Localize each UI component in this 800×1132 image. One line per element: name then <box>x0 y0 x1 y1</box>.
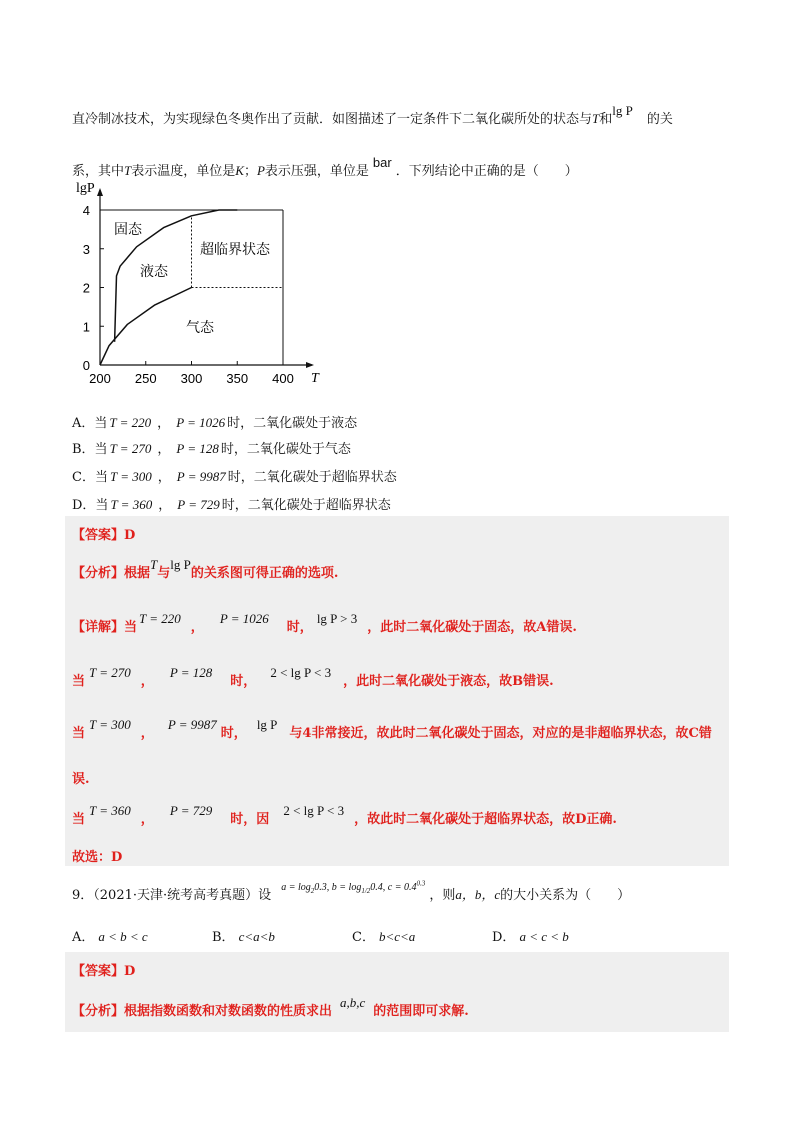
x-tick-label: 200 <box>89 371 111 386</box>
detail-1: 【详解】当T = 220，P = 1026时，lg P > 3，此时二氧化碳处于固态，故A错误. <box>72 611 577 635</box>
answer-1: 【答案】D <box>72 528 136 543</box>
y-axis-arrow <box>97 188 103 196</box>
y-tick-label: 0 <box>82 358 90 373</box>
choose-1: 故选：D <box>72 850 123 865</box>
q9-option-a: A． a < b < c <box>72 929 148 945</box>
detail-3: 当T = 300，P = 9987时，lg P与4非常接近，故此时二氧化碳处于固态，对应的是非超临界状态，故C错 <box>72 717 712 741</box>
region-gas: 气态 <box>186 320 214 336</box>
x-axis-label: T <box>311 371 319 386</box>
answer-2: 【答案】D <box>72 964 136 979</box>
option-d: D．当 T = 360 ， P = 729 时，二氧化碳处于超临界状态 <box>72 497 391 513</box>
intro-line-2: 系，其中T表示温度，单位是K；P表示压强，单位是bar．下列结论中正确的是（ ） <box>72 155 578 179</box>
option-a: A．当 T = 220 ， P = 1026 时，二氧化碳处于液态 <box>72 415 358 431</box>
analysis-2: 【分析】根据指数函数和对数函数的性质求出a,b,c的范围即可求解. <box>72 995 469 1019</box>
analysis-1: 【分析】根据T与lg P的关系图可得正确的选项. <box>72 557 339 581</box>
q9-stem: 9．（2021·天津·统考高考真题）设 $^{a = log_20.3, b = log_{1/2}0.4, c = 0.4^{0.3}}$ ，则a，b，c的大小关系为（ ） <box>72 879 631 903</box>
x-tick-label: 400 <box>272 371 294 386</box>
unit-bar: bar <box>372 155 392 170</box>
y-tick-label: 3 <box>82 241 90 257</box>
region-liquid: 液态 <box>140 264 168 280</box>
option-c: C．当 T = 300 ， P = 9987 时，二氧化碳处于超临界状态 <box>72 469 397 485</box>
y-tick-label: 4 <box>82 203 90 218</box>
y-tick-label: 1 <box>82 319 90 335</box>
detail-3-cont: 误. <box>72 772 90 787</box>
region-supercritical: 超临界状态 <box>200 242 270 258</box>
x-axis-arrow <box>306 362 314 368</box>
y-tick-label: 2 <box>82 280 90 296</box>
x-tick-label: 300 <box>180 371 203 386</box>
detail-2: 当T = 270，P = 128时，2 < lg P < 3，此时二氧化碳处于液态，故B错误. <box>72 665 554 689</box>
detail-4: 当T = 360，P = 729时，因2 < lg P < 3，故此时二氧化碳处于超临界状态，故D正确. <box>72 803 617 827</box>
answer-panel-2 <box>65 952 729 1032</box>
var-lgP: lg P <box>612 103 633 118</box>
option-b: B．当 T = 270 ， P = 128 时，二氧化碳处于气态 <box>72 441 351 457</box>
q9-option-c: C． b<c<a <box>352 929 416 945</box>
q9-formula: a = log20.3, b = log1/20.4, c = 0.40.3 <box>281 879 426 895</box>
q9-option-b: B． c<a<b <box>212 929 275 945</box>
x-tick-label: 250 <box>134 371 157 386</box>
var-T: T <box>592 111 600 126</box>
phase-diagram <box>62 182 342 392</box>
y-axis-label: lgP <box>76 182 95 196</box>
intro-line-1: 直冷制冰技术，为实现绿色冬奥作出了贡献．如图描述了一定条件下二氧化碳所处的状态与T和lg P的关 <box>72 103 673 127</box>
x-tick-label: 350 <box>226 371 249 386</box>
region-solid: 固态 <box>114 222 142 238</box>
q9-option-d: D． a < c < b <box>492 929 569 945</box>
phase-boundary-0 <box>100 288 192 366</box>
